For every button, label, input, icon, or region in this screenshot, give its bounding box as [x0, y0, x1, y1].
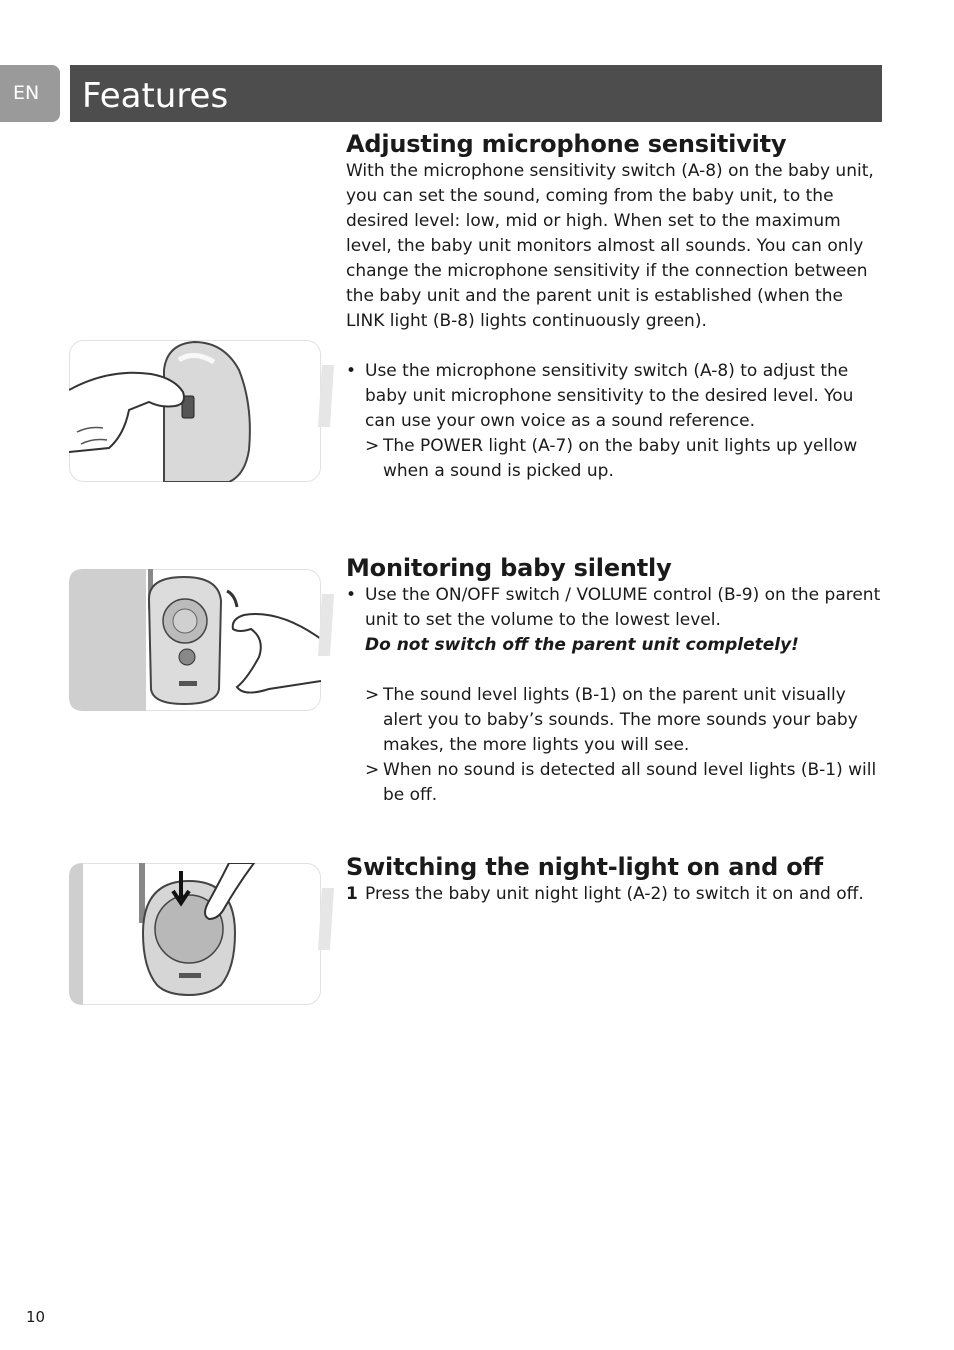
step-item: 1 Press the baby unit night light (A-2) to switch it on and off. [346, 884, 864, 904]
hand-baby-unit-icon [69, 340, 321, 482]
title-bar [70, 65, 882, 122]
hand-parent-unit-icon [69, 569, 321, 711]
hand-night-light-icon [69, 863, 321, 1005]
illustration-microphone-switch [69, 340, 321, 482]
section-monitoring-silently [346, 554, 881, 808]
result-item: > When no sound is detected all sound level lights (B-1) will be off. [365, 760, 877, 805]
section-night-light [346, 853, 881, 907]
section-intro: With the microphone sensitivity switch (A-8) on the baby unit, you can set the sound, coming from the baby unit, to the desired level: low, mid or high. When set to the maximum level, the baby unit monitors almost all sounds. You can only change the microphone sensitivity if the connection between the baby unit and the parent unit is established (when the LINK light (B-8) lights continuously green). [346, 161, 874, 331]
section-heading: Switching the night-light on and off [346, 853, 823, 881]
section-heading: Adjusting microphone sensitivity [346, 130, 787, 158]
section-microphone-sensitivity [346, 130, 881, 484]
page-number: 10 [26, 1308, 46, 1326]
illustration-volume-control [69, 569, 321, 711]
section-heading: Monitoring baby silently [346, 554, 672, 582]
pointer-mark-icon [318, 594, 334, 656]
illustration-night-light [69, 863, 321, 1005]
pointer-mark-icon [318, 365, 334, 427]
page-title: Features [82, 76, 229, 116]
pointer-mark-icon [318, 888, 334, 950]
result-item: > The sound level lights (B-1) on the parent unit visually alert you to baby’s sounds. The more sounds your baby makes, the more lights you will see. [365, 685, 858, 755]
bullet-item: • Use the ON/OFF switch / VOLUME control (B-9) on the parent unit to set the volume to the lowest level. [346, 585, 881, 630]
bullet-item: • Use the microphone sensitivity switch (A-8) to adjust the baby unit microphone sensitivity to the desired level. You can use your own voice as a sound reference. [346, 361, 854, 431]
result-item: > The POWER light (A-7) on the baby unit lights up yellow when a sound is picked up. [365, 436, 858, 481]
language-tab: EN [0, 65, 60, 122]
warning-text: Do not switch off the parent unit completely! [365, 635, 799, 655]
